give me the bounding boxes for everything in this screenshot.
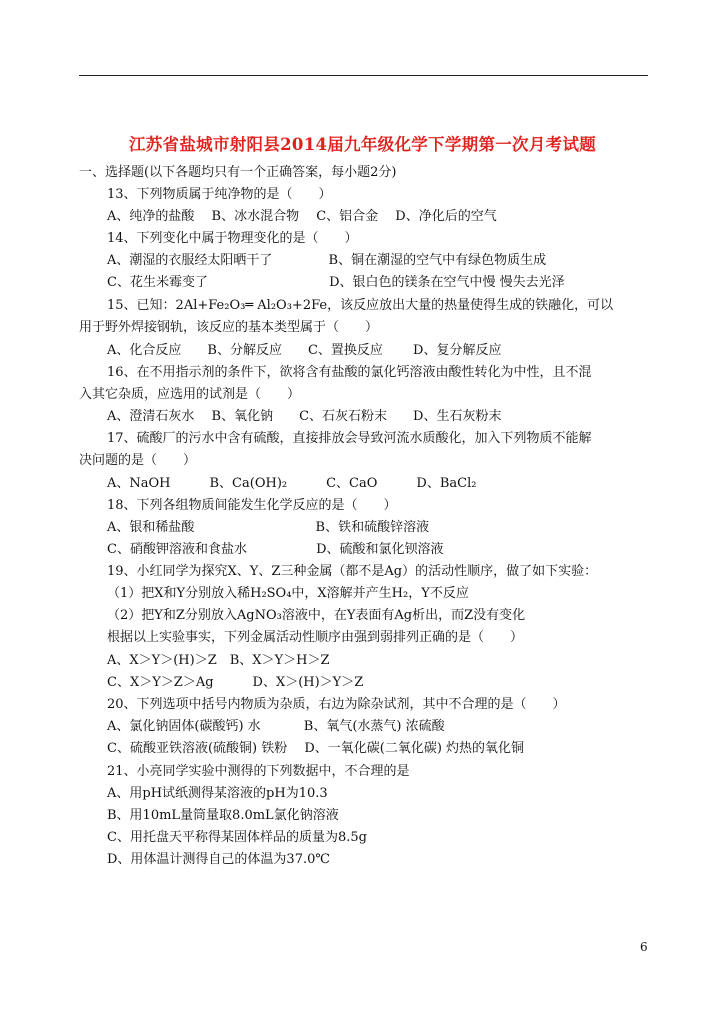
section-heading: 一、选择题(以下各题均只有一个正确答案，每小题2分) <box>79 165 397 180</box>
q14-options-ab: A、潮湿的衣服经太阳晒干了 B、铜在潮湿的空气中有绿色物质生成 <box>107 253 547 268</box>
header-rule <box>79 75 648 76</box>
q19-options-ab: A、X＞Y＞(H)＞Z B、X＞Y＞H＞Z <box>107 653 330 668</box>
q17-options: A、NaOH B、Ca(OH)₂ C、CaO D、BaCl₂ <box>107 476 477 491</box>
question-13: 13、下列物质属于纯净物的是（ ） <box>107 187 332 202</box>
question-20: 20、下列选项中括号内物质为杂质，右边为除杂试剂，其中不合理的是（ ） <box>107 697 566 712</box>
question-14: 14、下列变化中属于物理变化的是（ ） <box>107 231 358 246</box>
question-16-cont: 入其它杂质，应选用的试剂是（ ） <box>79 387 301 402</box>
q18-options-ab: A、银和稀盐酸 B、铁和硫酸锌溶液 <box>107 520 430 535</box>
q14-options-cd: C、花生米霉变了 D、银白色的镁条在空气中慢 慢失去光泽 <box>107 275 565 290</box>
question-19: 19、小红同学为探究X、Y、Z三种金属（都不是Ag）的活动性顺序，做了如下实验： <box>107 564 598 579</box>
document-title: 江苏省盐城市射阳县2014届九年级化学下学期第一次月考试题 <box>128 135 597 154</box>
q19-prompt: 根据以上实验事实，下列金属活动性顺序由强到弱排列正确的是（ ） <box>107 630 524 645</box>
q19-options-cd: C、X＞Y＞Z＞Ag D、X＞(H)＞Y＞Z <box>107 675 364 690</box>
q21-option-a: A、用pH试纸测得某溶液的pH为10.3 <box>107 786 328 801</box>
q15-options: A、化合反应 B、分解反应 C、置换反应 D、复分解反应 <box>107 343 502 358</box>
q20-options-ab: A、氯化钠固体(碳酸钙) 水 B、氧气(水蒸气) 浓硫酸 <box>107 719 445 734</box>
q21-option-d: D、用体温计测得自己的体温为37.0℃ <box>107 852 330 867</box>
question-16: 16、在不用指示剂的条件下，欲将含有盐酸的氯化钙溶液由酸性转化为中性，且不混 <box>107 365 592 380</box>
q13-options: A、纯净的盐酸 B、冰水混合物 C、铝合金 D、净化后的空气 <box>107 209 497 224</box>
q21-option-c: C、用托盘天平称得某固体样品的质量为8.5g <box>107 830 367 845</box>
q19-experiment-2: （2）把Y和Z分别放入AgNO₃溶液中，在Y表面有Ag析出，而Z没有变化 <box>107 608 526 623</box>
question-17-cont: 决问题的是（ ） <box>79 453 197 468</box>
q20-options-cd: C、硫酸亚铁溶液(硫酸铜) 铁粉 D、一氧化碳(二氧化碳) 灼热的氧化铜 <box>107 741 525 756</box>
question-15: 15、已知：2Al+Fe₂O₃═ Al₂O₃+2Fe，该反应放出大量的热量使得生成的铁融化，可以 <box>107 298 614 313</box>
q16-options: A、澄清石灰水 B、氧化钠 C、石灰石粉末 D、生石灰粉末 <box>107 409 502 424</box>
question-15-cont: 用于野外焊接钢轨，该反应的基本类型属于（ ） <box>79 320 379 335</box>
q18-options-cd: C、硝酸钾溶液和食盐水 D、硫酸和氯化钡溶液 <box>107 542 444 557</box>
question-17: 17、硫酸厂的污水中含有硫酸，直接排放会导致河流水质酸化，加入下列物质不能解 <box>107 431 592 446</box>
question-18: 18、下列各组物质间能发生化学反应的是（ ） <box>107 498 397 513</box>
q21-option-b: B、用10mL量筒量取8.0mL氯化钠溶液 <box>107 808 339 823</box>
question-21: 21、小亮同学实验中测得的下列数据中，不合理的是 <box>107 764 410 779</box>
q19-experiment-1: （1）把X和Y分别放入稀H₂SO₄中，X溶解并产生H₂，Y不反应 <box>107 586 469 601</box>
page-number: 6 <box>640 940 648 954</box>
